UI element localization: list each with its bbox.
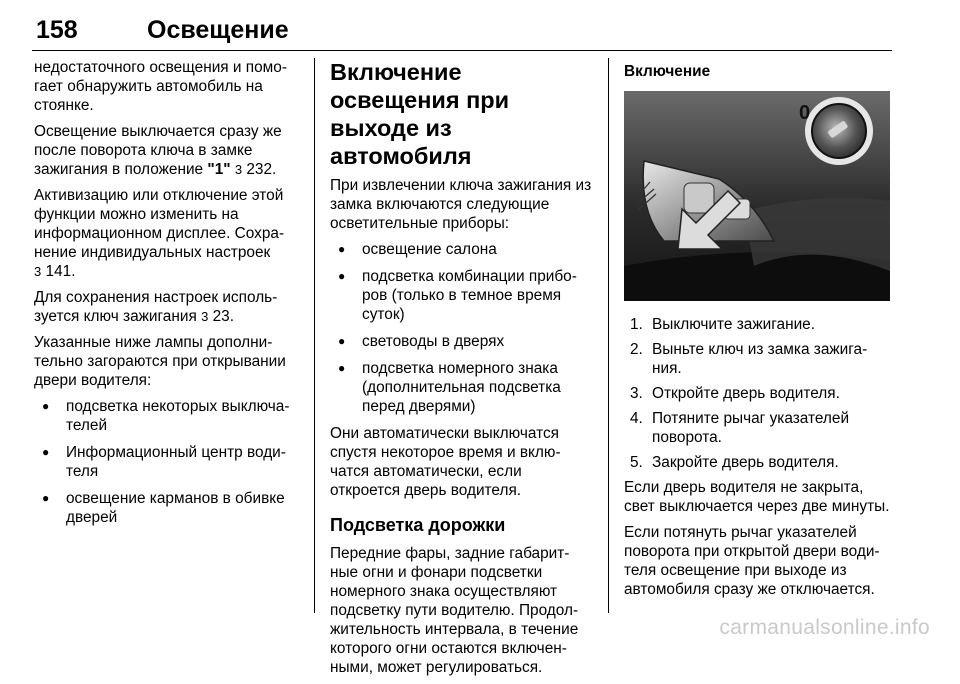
- paragraph-text: Активизацию или отключение этой функции можно изменить на информационном дисплее. Сохра-нение индивидуальных настроек: [34, 187, 285, 261]
- list-item: [624, 384, 890, 403]
- page-reference-icon: 3: [34, 264, 42, 279]
- paragraph: Указанные ниже лампы дополни-тельно загораются при открывании двери водителя:: [34, 334, 286, 389]
- page-number: 158: [36, 16, 78, 44]
- subsection-title: Подсветка дорожки: [330, 515, 506, 535]
- paragraph: При извлечении ключа зажигания из замка включаются следующие осветительные приборы:: [330, 177, 592, 232]
- section-title: Включение освещения при выходе из автомобиля: [330, 59, 510, 169]
- list-item: [624, 453, 890, 472]
- step-text: Выключите зажигание.: [652, 316, 816, 333]
- position-label: "1": [207, 161, 231, 178]
- subsection-title: Включение: [624, 63, 711, 80]
- step-text: Потяните рычаг указателей поворота.: [652, 410, 850, 446]
- bullet-list: [330, 240, 596, 416]
- list-item: [624, 409, 890, 447]
- ignition-position-label: 0: [799, 102, 811, 124]
- step-number: 1.: [630, 316, 643, 333]
- list-item: ● подсветка некоторых выключа-телей: [34, 397, 300, 435]
- column-3: [624, 58, 890, 606]
- step-text: Закройте дверь водителя.: [652, 454, 839, 471]
- column-2: [330, 58, 596, 684]
- page-reference[interactable]: 23.: [212, 308, 234, 325]
- column-divider: [314, 58, 315, 613]
- paragraph: [34, 186, 300, 281]
- step-number: 3.: [630, 385, 643, 402]
- list-item: ● подсветка номерного знака (дополнительная подсветка перед дверями): [330, 359, 596, 416]
- paragraph: [34, 288, 300, 326]
- watermark: carmanualsonline.info: [719, 616, 930, 639]
- page-reference[interactable]: 141.: [45, 263, 76, 280]
- turn-signal-lever-illustration-icon: [624, 91, 890, 301]
- paragraph: Передние фары, задние габарит-ные огни и фонари подсветки номерного знака осуществляют подсветку пути водителю. Продол-жительность интервала, в течение которого огни остаются включен-ными, может регулироваться.: [330, 545, 579, 676]
- list-item: [624, 315, 890, 334]
- paragraph: Если дверь водителя не закрыта, свет выключается через две минуты.: [624, 479, 890, 515]
- step-text: Выньте ключ из замка зажига-ния.: [652, 341, 868, 377]
- page-reference[interactable]: 232.: [246, 161, 277, 178]
- step-text: Откройте дверь водителя.: [652, 385, 840, 402]
- paragraph: Они автоматически выключатся спустя некоторое время и вклю-чатся автоматически, если откроется дверь водителя.: [330, 425, 561, 499]
- paragraph-text: Освещение выключается сразу же после поворота ключа в замке зажигания в положение: [34, 123, 282, 178]
- step-number: 5.: [630, 454, 643, 471]
- list-item: ● подсветка комбинации прибо-ров (только в темное время суток): [330, 267, 596, 324]
- bullet-list: [34, 397, 300, 527]
- step-number: 4.: [630, 410, 643, 427]
- chapter-title: Освещение: [147, 16, 289, 44]
- turn-signal-lever-figure: [624, 91, 890, 301]
- column-1: [34, 58, 300, 535]
- paragraph-text: Для сохранения настроек исполь-зуется ключ зажигания: [34, 289, 278, 325]
- step-number: 2.: [630, 341, 643, 358]
- paragraph: Если потянуть рычаг указателей поворота при открытой двери води-теля освещение при выходе из автомобиля сразу же отключается.: [624, 524, 880, 598]
- list-item: ● световоды в дверях: [330, 332, 596, 351]
- page-reference-icon: 3: [201, 309, 209, 324]
- column-divider: [608, 58, 609, 613]
- numbered-list: [624, 315, 890, 472]
- list-item: ● освещение салона: [330, 240, 596, 259]
- paragraph: недостаточного освещения и помо-гает обнаружить автомобиль на стоянке.: [34, 59, 287, 114]
- list-item: ● Информационный центр води-теля: [34, 443, 300, 481]
- paragraph: [34, 122, 300, 179]
- list-item: ● освещение карманов в обивке дверей: [34, 489, 300, 527]
- page-reference-icon: 3: [234, 162, 243, 177]
- list-item: [624, 340, 890, 378]
- page-header: [32, 10, 892, 51]
